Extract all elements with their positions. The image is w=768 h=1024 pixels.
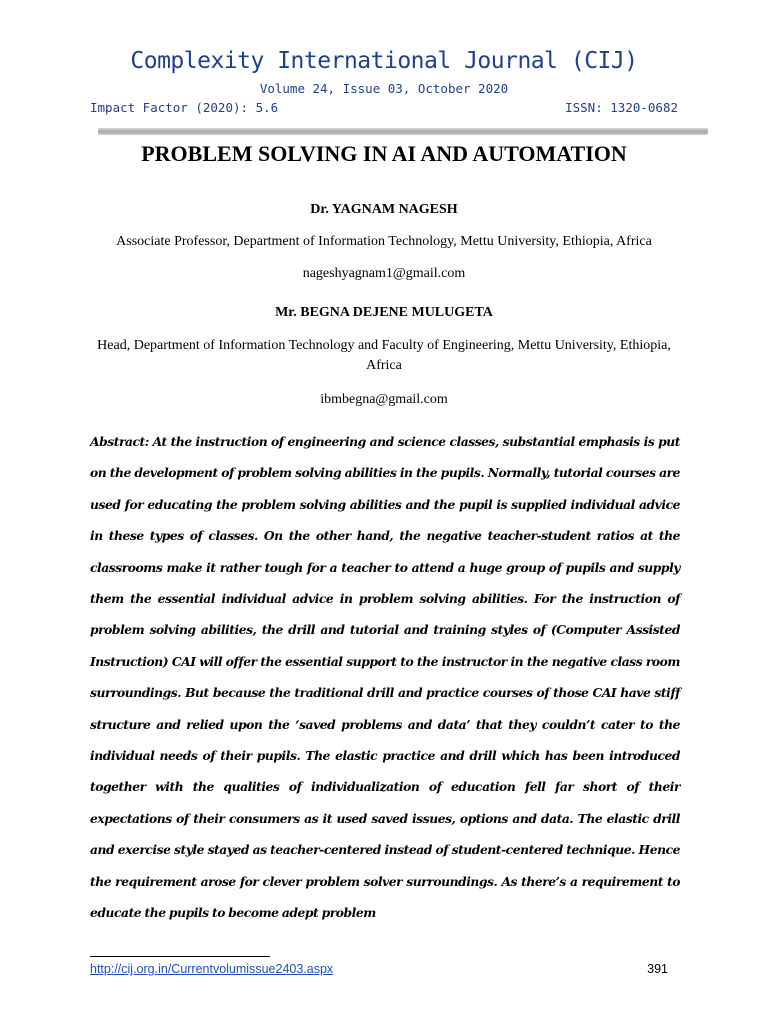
author-affiliation-2: Head, Department of Information Technology and Faculty of Engineering, Mettu University, Ethiopia, Africa [97,338,671,373]
author-name-1: Dr. YAGNAM NAGESH [310,202,458,217]
impact-factor: Impact Factor (2020): 5.6 [90,100,279,115]
issn: ISSN: 1320-0682 [565,100,678,115]
author-email-1[interactable]: nageshyagnam1@gmail.com [302,266,466,281]
author-name-2: Mr. BEGNA DEJENE MULUGETA [275,305,493,320]
footer-divider [90,956,270,957]
author-affiliation-1: Associate Professor, Department of Information Technology, Mettu University, Ethiopia, Africa [116,234,652,249]
abstract: Abstract: At the instruction of engineering and science classes, substantial emphasis is put on the development of problem solving abilities in the pupils. Normally, tutorial courses are used for educating the problem solving abilities and the pupil is supplied individual advice in these types of classes. On the other hand, the negative teacher-student ratios at the classrooms make it rather tough for a teacher to attend a huge group of pupils and supply them the essential individual advice in problem solving abilities. For the instruction of problem solving abilities, the drill and tutorial and training styles of (Computer Assisted Instruction) CAI will offer the essential support to the instructor in the negative class room surroundings. But because the traditional drill and practice courses of those CAI have stiff structure and relied upon the ‘saved problems and data’ that they couldn’t cater to the individual needs of their pupils. The elastic practice and drill which has been introduced together with the qualities of individualization of education fell far short of their expectations of their consumers as it used saved issues, options and data. The elastic drill and exercise style stayed as teacher-centered instead of student-centered technique. Hence the requirement arose for clever problem solver surroundings. As there’s a requirement to educate the pupils to become adept problem [90,434,680,921]
author-email-2[interactable]: ibmbegna@gmail.com [320,392,448,407]
volume-issue-line: Volume 24, Issue 03, October 2020 [259,81,509,96]
journal-title: Complexity International Journal (CIJ) [130,48,638,74]
page-number: 391 [647,962,668,976]
paper-title: PROBLEM SOLVING IN AI AND AUTOMATION [141,141,627,166]
header-divider [98,128,708,135]
footer-url-link[interactable]: http://cij.org.in/Currentvolumissue2403.aspx [90,962,334,976]
